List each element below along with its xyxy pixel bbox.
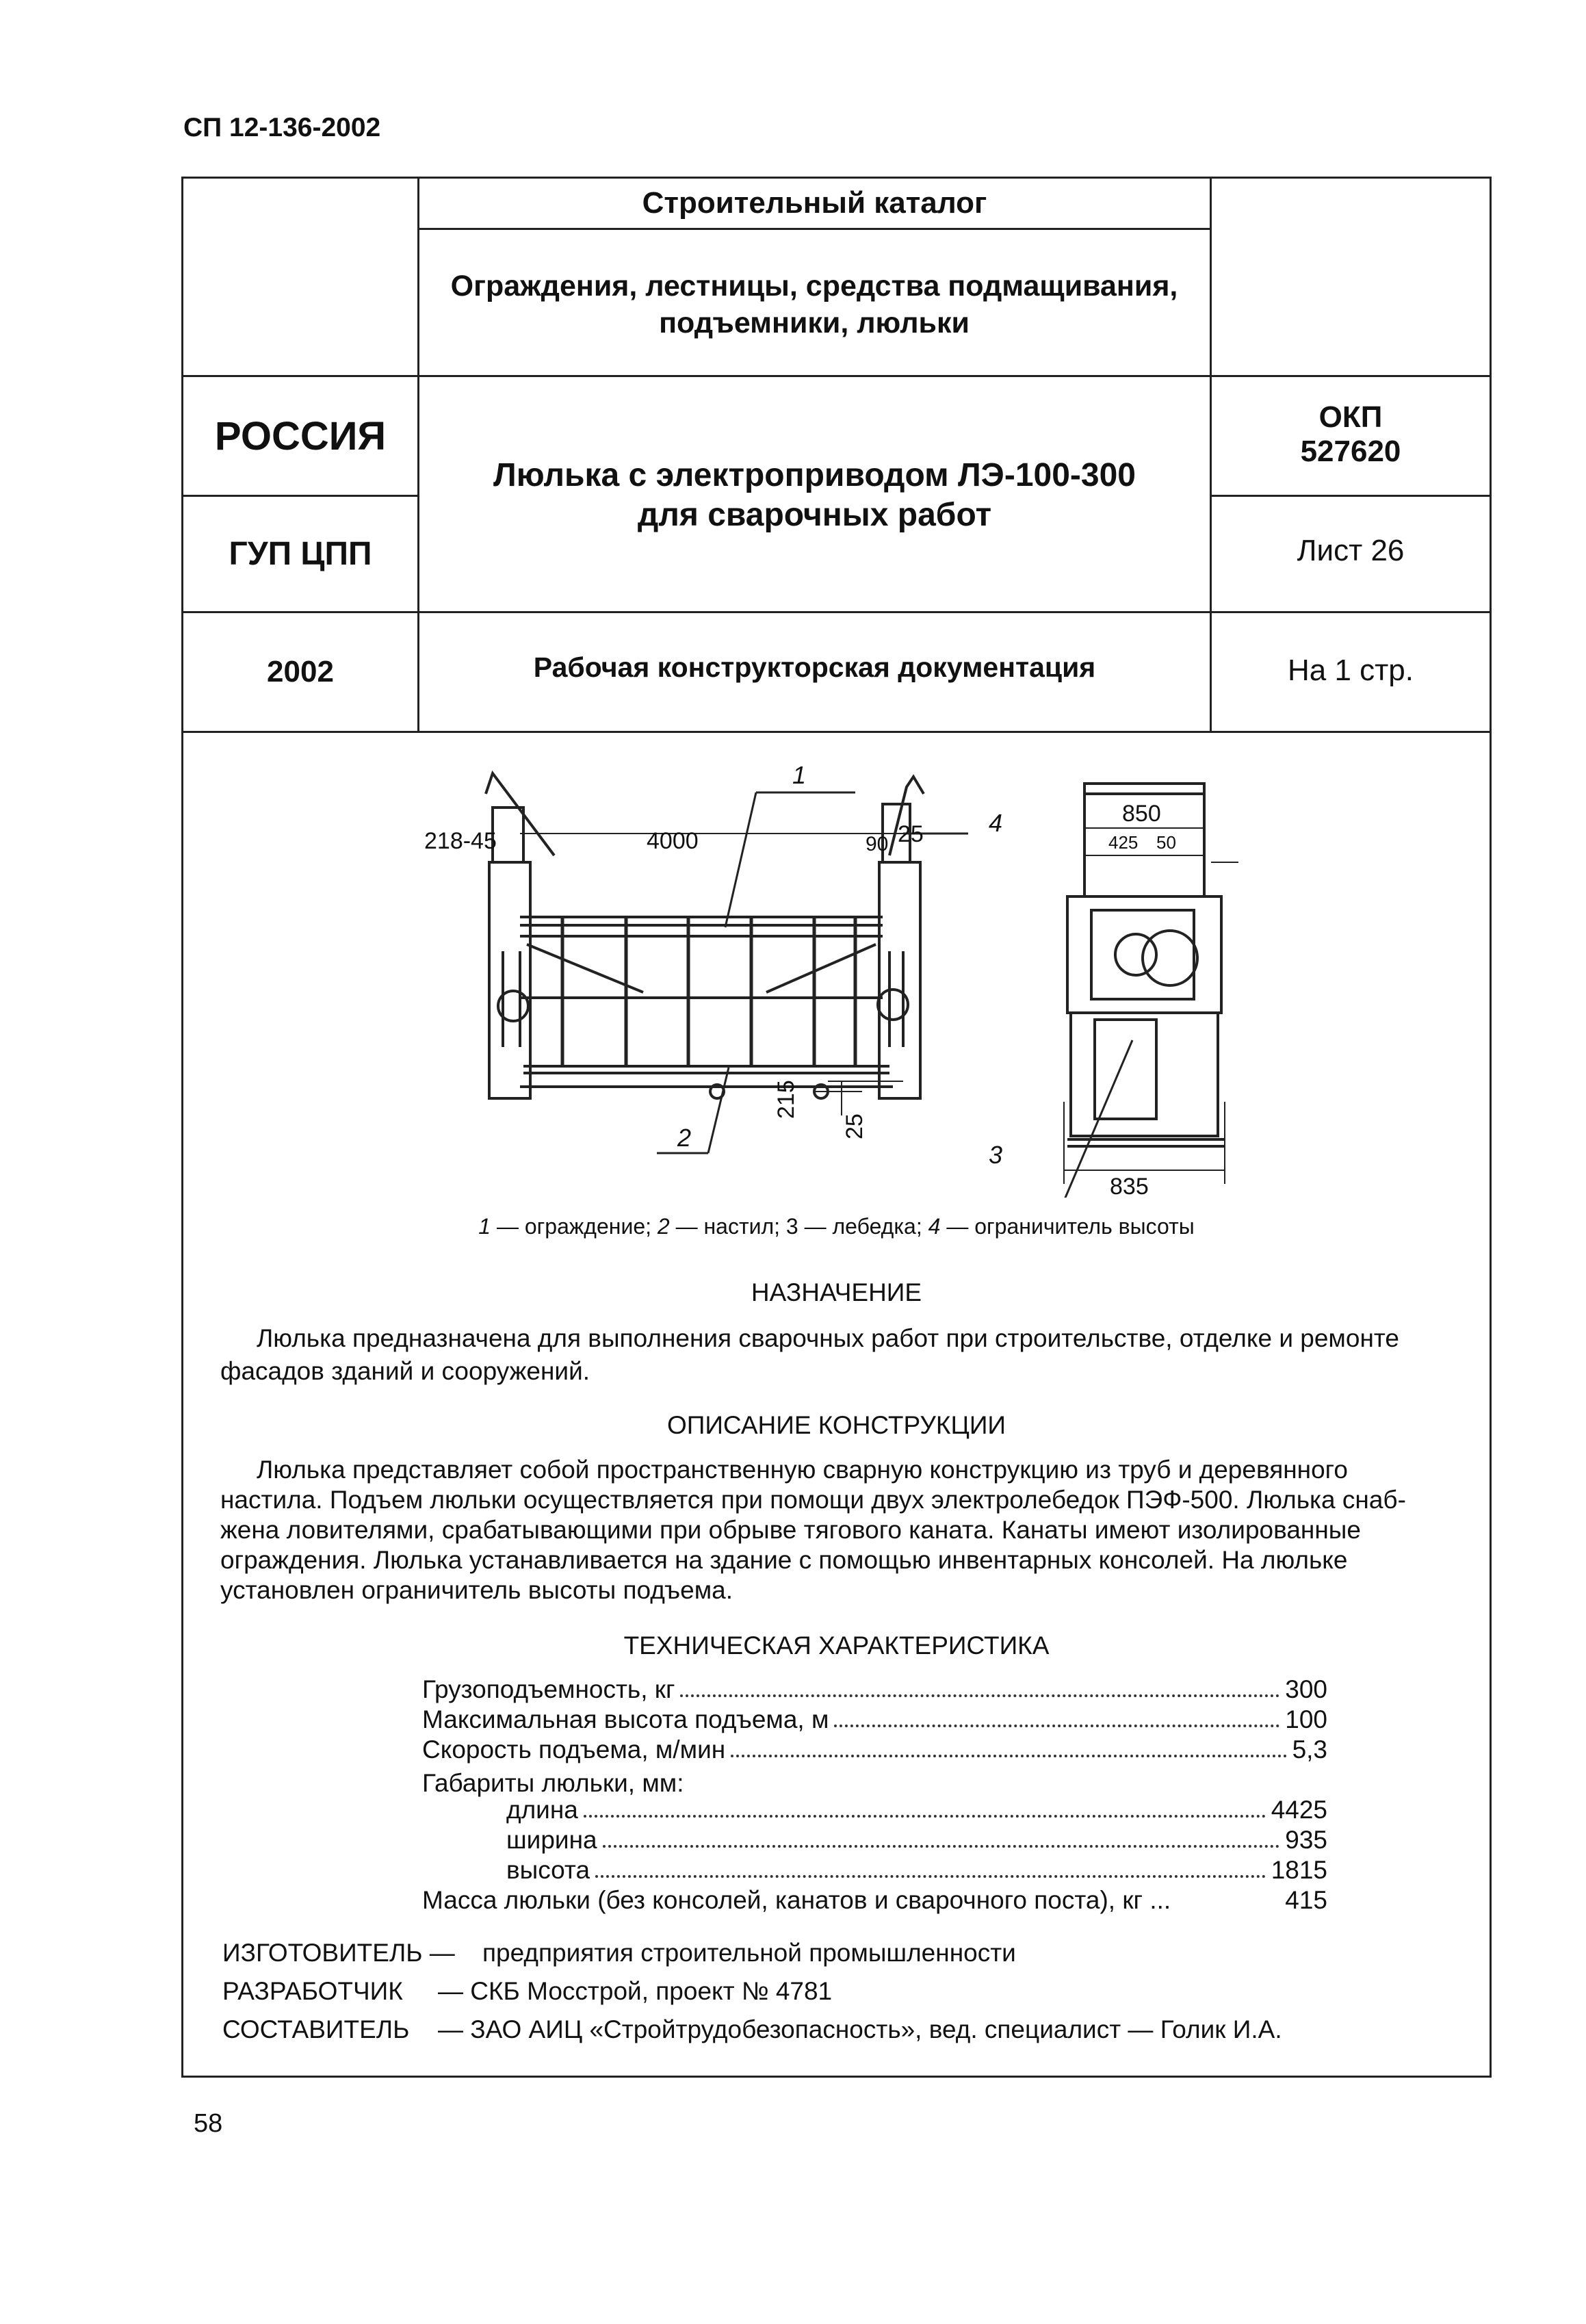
design-text-line5: установлен ограничитель высоты подъема. [220,1576,733,1604]
spec-width: ширина 935 [506,1826,1327,1854]
catalog-title: Строительный каталог [642,186,987,220]
compiler-role: СОСТАВИТЕЛЬ [222,2015,410,2043]
document-code: СП 12-136-2002 [183,113,381,142]
organization-label: ГУП ЦПП [229,536,372,572]
design-text-line3: жена ловителями, срабатывающими при обрыве тягового каната. Канаты имеют изолированные [220,1516,1361,1544]
spec-capacity: Грузоподъемность, кг 300 [422,1675,1327,1703]
dim-835: 835 [1110,1174,1149,1198]
callout-3: 3 [989,1141,1003,1169]
cradle-technical-drawing [383,746,1245,1198]
developer-value: — СКБ Мосстрой, проект № 4781 [438,1977,833,2005]
product-title: Люлька с электроприводом ЛЭ-100-300 для сварочных работ [493,457,1136,533]
compiler-value: — ЗАО АИЦ «Стройтрудобезопасность», вед. специалист — Голик И.А. [438,2015,1282,2043]
catalog-category: Ограждения, лестницы, средства подмащивания, подъемники, люльки [450,270,1178,339]
spec-speed: Скорость подъема, м/мин 5,3 [422,1735,1327,1764]
side-view-cradle [1067,784,1225,1146]
spec-mass: Масса люльки (без консолей, канатов и сварочного поста), кг ... 415 [422,1886,1327,1914]
callout-2: 2 [677,1124,692,1152]
dim-50: 50 [1156,832,1176,853]
dim-425: 425 [1108,832,1139,853]
manufacturer-role: ИЗГОТОВИТЕЛЬ — [222,1939,455,1967]
purpose-heading: НАЗНАЧЕНИЕ [751,1278,922,1306]
dim-90: 90 [866,833,889,855]
dim-218-45: 218-45 [424,828,497,854]
country-label: РОССИЯ [214,413,387,459]
spec-length: длина 4425 [506,1796,1327,1824]
spec-dimensions-label: Габариты люльки, мм: [422,1769,684,1797]
year-label: 2002 [267,655,334,688]
callout-4: 4 [989,809,1003,837]
spec-height: высота 1815 [506,1856,1327,1884]
design-text-line1: Люлька представляет собой пространственную сварную конструкцию из труб и деревянного [257,1456,1348,1484]
front-view-posts [562,917,855,1066]
front-view-cradle [486,773,924,1098]
documentation-type: Рабочая конструкторская документация [533,651,1096,683]
design-heading: ОПИСАНИЕ КОНСТРУКЦИИ [666,1411,1006,1439]
dim-215: 215 [773,1080,799,1119]
specs-heading: ТЕХНИЧЕСКАЯ ХАРАКТЕРИСТИКА [623,1631,1050,1660]
okp-block: ОКП 527620 [1300,400,1401,468]
callout-1: 1 [792,761,807,789]
dim-25-top: 25 [898,821,924,847]
dim-4000: 4000 [647,828,699,854]
design-text-line4: ограждения. Люлька устанавливается на здание с помощью инвентарных консолей. На люльке [220,1546,1348,1574]
manufacturer-value: предприятия строительной промышленности [482,1939,1016,1967]
design-text-line2: настила. Подъем люльки осуществляется при помощи двух электролебедок ПЭФ-500. Люлька снаб- [220,1486,1406,1514]
page-count: На 1 стр. [1287,654,1414,687]
page-number: 58 [194,2109,223,2138]
purpose-text-line2: фасадов зданий и сооружений. [220,1357,590,1385]
drawing-legend: 1 — ограждение; 2 — настил; 3 — лебедка; 4 — ограничитель высоты [478,1214,1195,1239]
dim-850: 850 [1122,801,1161,827]
purpose-text-line1: Люлька предназначена для выполнения сварочных работ при строительстве, отделке и ремонте [257,1324,1399,1352]
spec-max-height: Максимальная высота подъема, м 100 [422,1705,1327,1733]
developer-role: РАЗРАБОТЧИК [222,1977,403,2005]
sheet-number: Лист 26 [1297,534,1405,567]
dim-25-bottom: 25 [842,1113,868,1139]
